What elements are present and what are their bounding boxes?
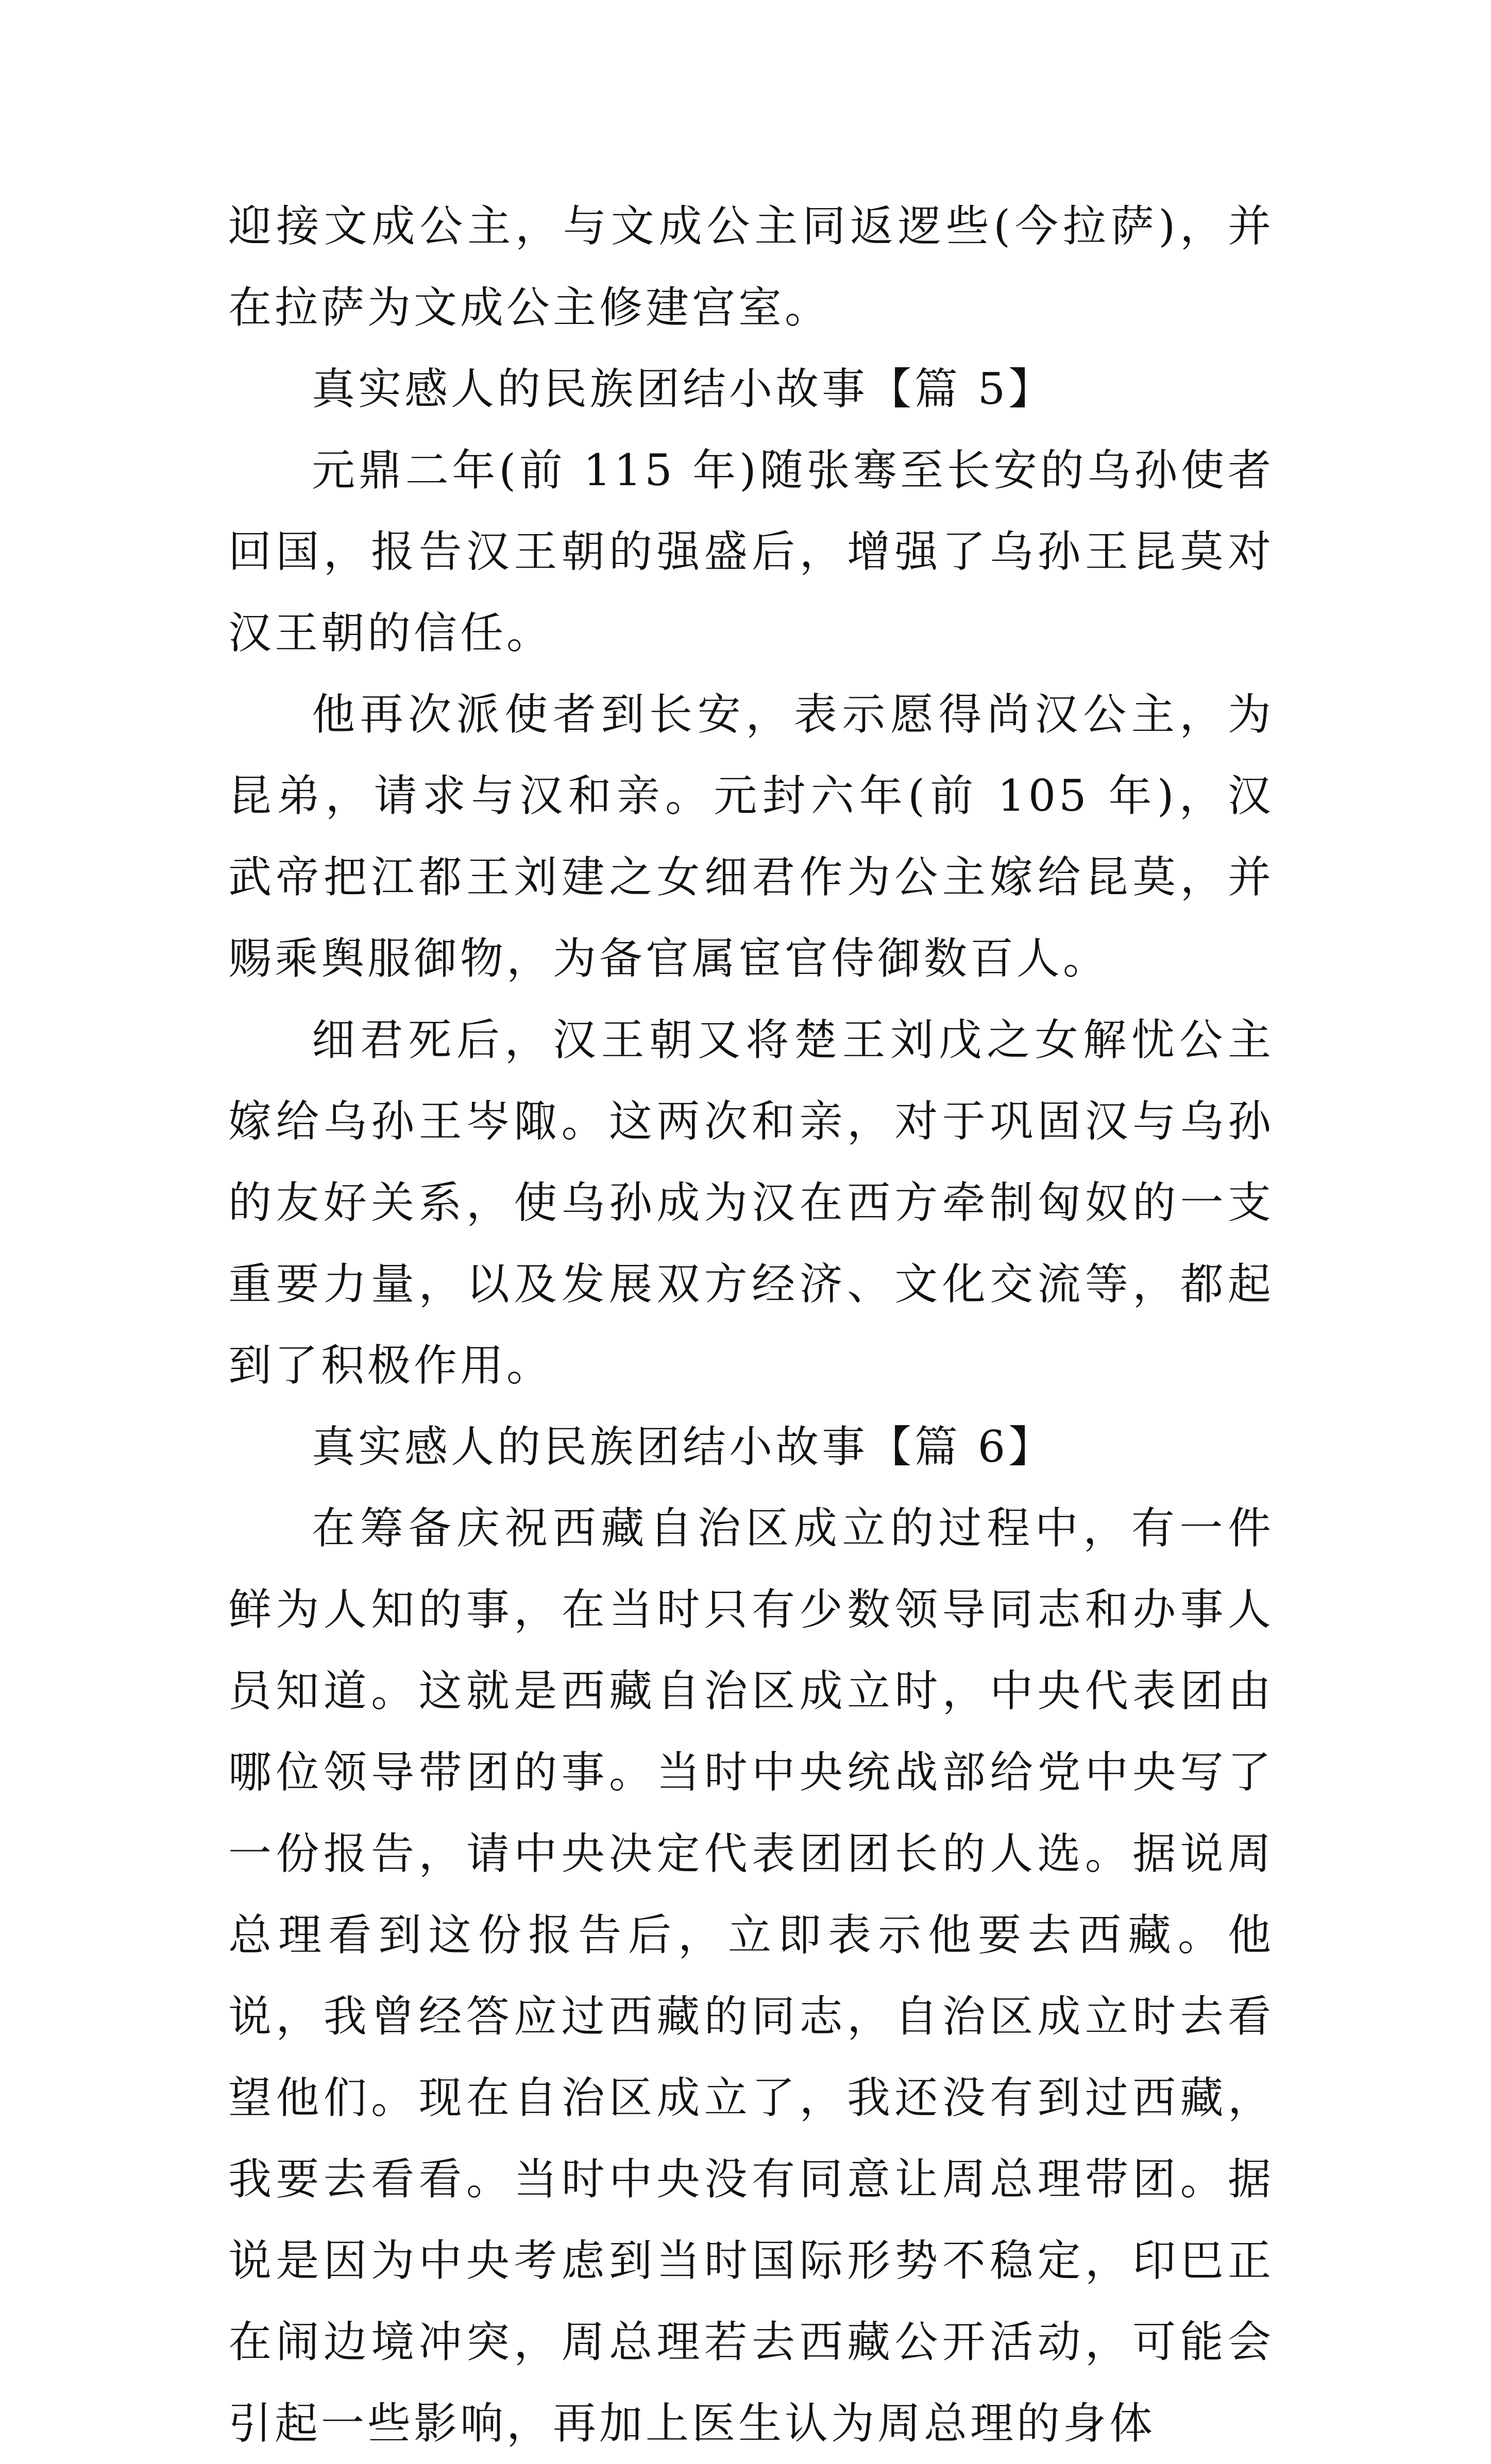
section-heading-5: 真实感人的民族团结小故事【篇 5】 [312, 364, 1055, 414]
paragraph-continuation: 迎接文成公主，与文成公主同返逻些(今拉萨)，并在拉萨为文成公主修建宫室。 [228, 201, 1274, 333]
document-body [228, 185, 1274, 2464]
paragraph: 细君死后，汉王朝又将楚王刘戊之女解忧公主嫁给乌孙王岑陬。这两次和亲，对于巩固汉与乌孙的友好关系，使乌孙成为汉在西方牵制匈奴的一支重要力量，以及发展双方经济、文化交流等，都起到了积极作用。 [228, 1015, 1274, 1391]
paragraph: 他再次派使者到长安，表示愿得尚汉公主，为昆弟，请求与汉和亲。元封六年(前 105 年)，汉武帝把江都王刘建之女细君作为公主嫁给昆莫，并赐乘舆服御物，为备官属宦官侍御数百人。 [228, 689, 1274, 984]
paragraph: 在筹备庆祝西藏自治区成立的过程中，有一件鲜为人知的事，在当时只有少数领导同志和办事人员知道。这就是西藏自治区成立时，中央代表团由哪位领导带团的事。当时中央统战部给党中央写了一份报告，请中央决定代表团团长的人选。据说周总理看到这份报告后，立即表示他要去西藏。他说，我曾经答应过西藏的同志，自治区成立时去看望他们。现在自治区成立了，我还没有到过西藏，我要去看看。当时中央没有同意让周总理带团。据说是因为中央考虑到当时国际形势不稳定，印巴正在闹边境冲突，周总理若去西藏公开活动，可能会引起一些影响，再加上医生认为周总理的身体 [228, 1503, 1274, 2449]
section-heading-6: 真实感人的民族团结小故事【篇 6】 [312, 1422, 1055, 1472]
paragraph: 元鼎二年(前 115 年)随张骞至长安的乌孙使者回国，报告汉王朝的强盛后，增强了乌孙王昆莫对汉王朝的信任。 [228, 445, 1274, 658]
